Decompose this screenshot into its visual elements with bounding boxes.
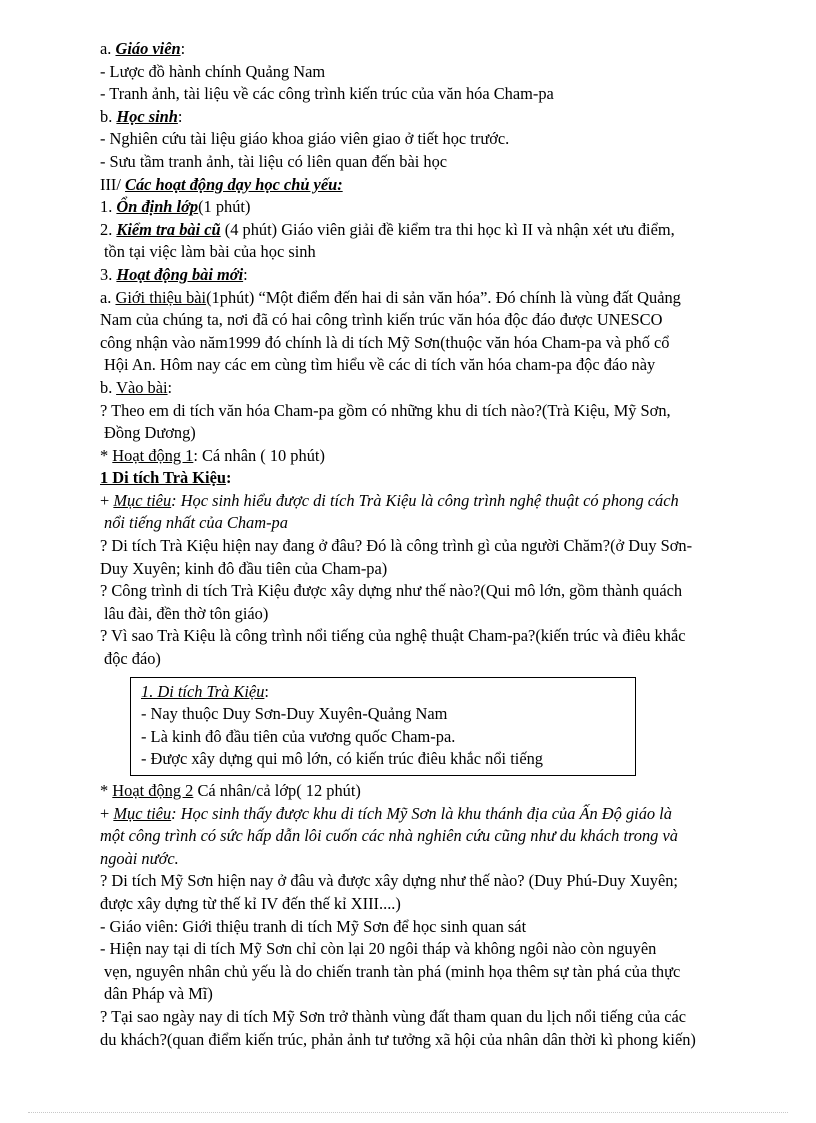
step-new-lesson: 3. Hoạt động bài mới: (100, 264, 248, 284)
section-heading: III/ Các hoạt động dạy học chủ yếu: (100, 174, 343, 194)
page-bottom-rule (28, 1112, 788, 1113)
body-line: được xây dựng từ thế kỉ IV đến thế kỉ XIII....) (100, 893, 401, 913)
student-item: - Sưu tầm tranh ảnh, tài liệu có liên quan đến bài học (100, 151, 448, 171)
teacher-title: Giáo viên (115, 39, 181, 58)
question-line: ? Công trình di tích Trà Kiệu được xây dựng như thế nào?(Qui mô lớn, gồm thành quách (100, 581, 683, 601)
intro-line: Nam của chúng ta, nơi đã có hai công trình kiến trúc văn hóa độc đáo được UNESCO (100, 310, 663, 330)
body-line: du khách?(quan điểm kiến trúc, phản ảnh tư tưởng xã hội của nhân dân thời kì phong kiến) (100, 1029, 696, 1049)
summary-item: - Là kinh đô đầu tiên của vương quốc Cham-pa. (141, 726, 456, 746)
intro-line: công nhận vào năm1999 đó chính là di tích Mỹ Sơn(thuộc văn hóa Cham-pa và phố cổ (100, 332, 670, 352)
body-line: ? Tại sao ngày nay di tích Mỹ Sơn trở thành vùng đất tham quan du lịch nổi tiếng của các (100, 1006, 687, 1026)
goal-line: + Mục tiêu: Học sinh hiểu được di tích Trà Kiệu là công trình nghệ thuật có phong cách (100, 490, 679, 510)
document-page (100, 38, 780, 1051)
question-line: Đồng Dương) (104, 423, 196, 443)
body-line: - Hiện nay tại di tích Mỹ Sơn chỉ còn lại 20 ngôi tháp và không ngôi nào còn nguyên (100, 939, 657, 959)
summary-item: - Nay thuộc Duy Sơn-Duy Xuyên-Quảng Nam (141, 704, 448, 724)
summary-box (130, 677, 636, 776)
question-line: Duy Xuyên; kinh đô đầu tiên của Cham-pa) (100, 558, 388, 578)
question-line: độc đáo) (104, 649, 161, 669)
step-stabilize: 1. Ổn định lớp(1 phút) (100, 197, 251, 217)
summary-title: 1. Di tích Trà Kiệu: (141, 681, 269, 701)
activity-heading: * Hoạt động 1: Cá nhân ( 10 phút) (100, 445, 325, 465)
question-line: ? Theo em di tích văn hóa Cham-pa gồm có những khu di tích nào?(Trà Kiệu, Mỹ Sơn, (100, 400, 671, 420)
goal-line: nổi tiếng nhất của Cham-pa (104, 513, 288, 533)
activity-heading: * Hoạt động 2 Cá nhân/cả lớp( 12 phút) (100, 781, 361, 800)
student-title: Học sinh (116, 106, 178, 126)
enter-heading: b. Vào bài: (100, 377, 173, 397)
body-line: - Giáo viên: Giới thiệu tranh di tích Mỹ Sơn để học sinh quan sát (100, 916, 527, 936)
goal-line: ngoài nước. (100, 848, 179, 868)
intro-line: a. Giới thiệu bài(1phút) “Một điểm đến hai di sản văn hóa”. Đó chính là vùng đất Quảng (100, 287, 681, 307)
intro-line: Hội An. Hôm nay các em cùng tìm hiểu về các di tích văn hóa cham-pa độc đáo này (104, 355, 656, 375)
teacher-heading: a. Giáo viên: (100, 39, 186, 58)
section-title: Các hoạt động dạy học chủ yếu: (125, 174, 343, 194)
goal-line: một công trình có sức hấp dẫn lôi cuốn các nhà nghiên cứu cũng như du khách trong và (100, 826, 678, 846)
body-line: dân Pháp và Mĩ) (104, 984, 213, 1004)
student-heading: b. Học sinh: (100, 106, 183, 126)
step-review: 2. Kiểm tra bài cũ (4 phút) Giáo viên giải đề kiểm tra thi học kì II và nhận xét ưu điểm, (100, 219, 675, 239)
question-line: ? Di tích Trà Kiệu hiện nay đang ở đâu? Đó là công trình gì của người Chăm?(ở Duy Sơn- (100, 536, 693, 556)
body-line: vẹn, nguyên nhân chủ yếu là do chiến tranh tàn phá (minh họa thêm sự tàn phá của thực (104, 961, 681, 981)
student-item: - Nghiên cứu tài liệu giáo khoa giáo viên giao ở tiết học trước. (100, 129, 510, 149)
summary-item: - Được xây dựng qui mô lớn, có kiến trúc điêu khắc nổi tiếng (141, 749, 543, 769)
teacher-item: - Lược đồ hành chính Quảng Nam (100, 61, 326, 81)
question-line: ? Vì sao Trà Kiệu là công trình nổi tiếng của nghệ thuật Cham-pa?(kiến trúc và điêu khắc (100, 626, 686, 646)
body-line: ? Di tích Mỹ Sơn hiện nay ở đâu và được xây dựng như thế nào? (Duy Phú-Duy Xuyên; (100, 871, 678, 891)
step-review-cont: tồn tại việc làm bài của học sinh (104, 242, 316, 262)
tra-kieu-heading: 1 Di tích Trà Kiệu: (100, 468, 232, 488)
teacher-item: - Tranh ảnh, tài liệu về các công trình kiến trúc của văn hóa Cham-pa (100, 84, 554, 104)
question-line: lâu đài, đền thờ tôn giáo) (104, 603, 269, 623)
goal-line: + Mục tiêu: Học sinh thấy được khu di tích Mỹ Sơn là khu thánh địa của Ấn Độ giáo là (100, 803, 672, 823)
